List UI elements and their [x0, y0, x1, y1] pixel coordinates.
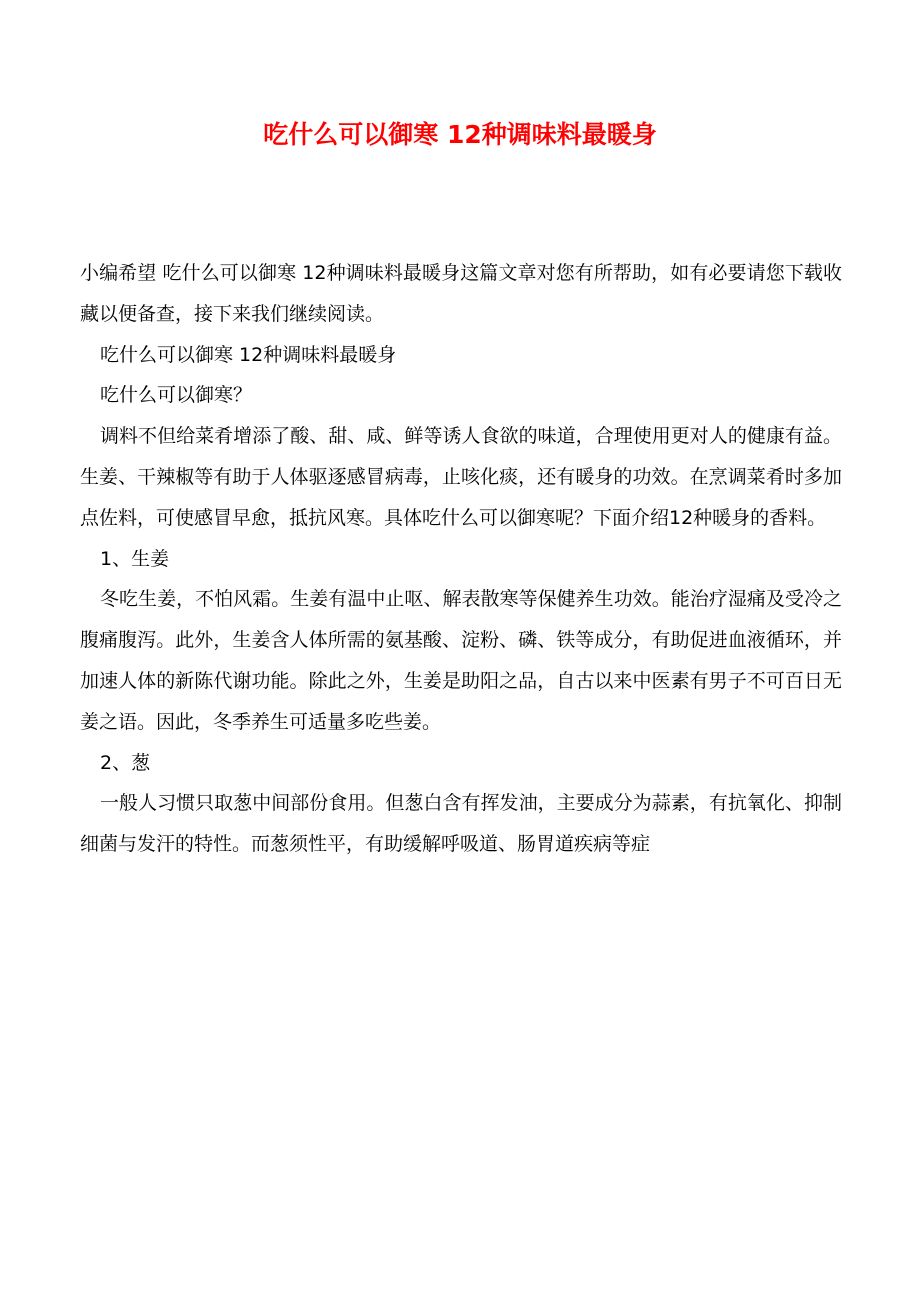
overview-paragraph: 调料不但给菜肴增添了酸、甜、咸、鲜等诱人食欲的味道，合理使用更对人的健康有益。生姜、干辣椒等有助于人体驱逐感冒病毒，止咳化痰，还有暖身的功效。在烹调菜肴时多加点佐料，可使感冒早愈，抵抗风寒。具体吃什么可以御寒呢？下面介绍12种暖身的香料。 [80, 425, 842, 529]
article-title: 吃什么可以御寒 12种调味料最暖身 [263, 120, 657, 149]
intro-paragraph: 小编希望 吃什么可以御寒 12种调味料最暖身这篇文章对您有所帮助，如有必要请您下载收藏以便备查，接下来我们继续阅读。 [80, 262, 842, 325]
section-heading-scallion: 2、葱 [100, 751, 151, 774]
question-paragraph: 吃什么可以御寒？ [100, 384, 253, 407]
scallion-paragraph: 一般人习惯只取葱中间部份食用。但葱白含有挥发油，主要成分为蒜素，有抗氧化、抑制细菌与发汗的特性。而葱须性平，有助缓解呼吸道、肠胃道疾病等症 [80, 792, 842, 856]
subtitle-paragraph: 吃什么可以御寒 12种调味料最暖身 [100, 343, 397, 366]
ginger-paragraph: 冬吃生姜，不怕风霜。生姜有温中止呕、解表散寒等保健养生功效。能治疗湿痛及受冷之腹痛腹泻。此外，生姜含人体所需的氨基酸、淀粉、磷、铁等成分，有助促进血液循环，并加速人体的新陈代谢功能。除此之外，生姜是助阳之品，自古以来中医素有男子不可百日无姜之语。因此，冬季养生可适量多吃些姜。 [80, 588, 842, 733]
section-heading-ginger: 1、生姜 [100, 547, 170, 570]
article-body [80, 253, 842, 865]
